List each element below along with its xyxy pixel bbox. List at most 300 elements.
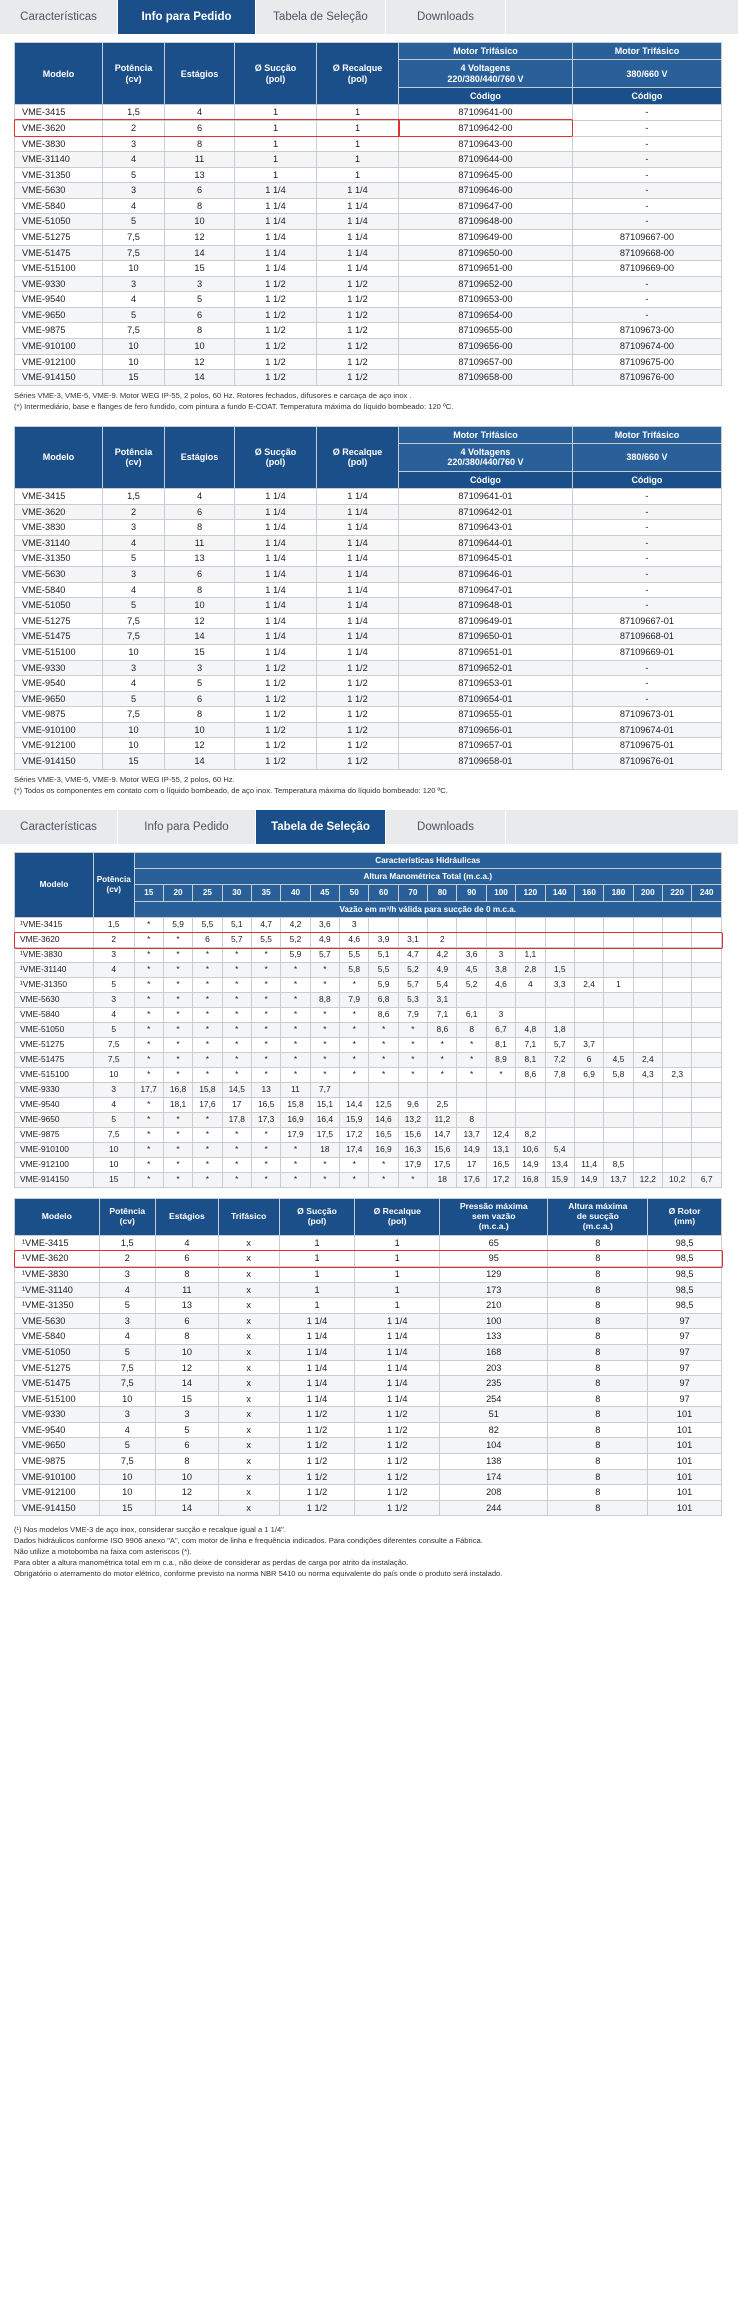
cell-modelo: VME-5630 (15, 993, 94, 1008)
cell-modelo: VME-9330 (15, 1407, 100, 1423)
table-row (15, 738, 722, 754)
cell-potencia: 3 (99, 1407, 155, 1423)
cell-vazao: 5,5 (193, 918, 222, 933)
cell-modelo: VME-3415 (15, 489, 103, 505)
tab-info-pedido-mid[interactable] (118, 810, 256, 844)
cell-estagios: 12 (165, 230, 235, 246)
cell-vazao: * (340, 1008, 369, 1023)
cell-vazao (662, 1083, 691, 1098)
cell-modelo: VME-51275 (15, 230, 103, 246)
cell-rotor: 98,5 (648, 1282, 722, 1298)
selection-table-hidraulicas (14, 852, 722, 1189)
cell-potencia: 4 (99, 1422, 155, 1438)
cell-codigo-380660: 87109668-01 (572, 629, 721, 645)
cell-vazao: 8,1 (486, 1038, 515, 1053)
cell-recalque: 1 (355, 1235, 440, 1251)
th-succao-l2: (pol) (265, 73, 286, 84)
cell-codigo-380660: - (572, 183, 721, 199)
cell-estagios: 14 (155, 1500, 218, 1516)
cell-codigo-380660: - (572, 105, 721, 121)
cell-rotor: 98,5 (648, 1235, 722, 1251)
cell-recalque: 1 1/2 (317, 323, 399, 339)
cell-estagios: 6 (165, 691, 235, 707)
tab-tabela-selecao-mid[interactable] (256, 810, 386, 844)
cell-vazao: * (222, 1173, 251, 1188)
cell-vazao: 14,9 (457, 1143, 486, 1158)
cell-estagios: 6 (165, 307, 235, 323)
cell-codigo-380660: 87109675-01 (572, 738, 721, 754)
cell-vazao (633, 1128, 662, 1143)
cell-vazao: * (251, 1158, 280, 1173)
cell-succao: 1 1/2 (235, 753, 317, 769)
cell-vazao (369, 1083, 398, 1098)
cell-recalque: 1 1/4 (317, 245, 399, 261)
cell-estagios: 12 (165, 354, 235, 370)
cell-recalque: 1 1/4 (317, 582, 399, 598)
cell-rotor: 101 (648, 1422, 722, 1438)
cell-vazao: * (251, 1023, 280, 1038)
th-potencia (94, 852, 135, 918)
cell-vazao: * (281, 993, 310, 1008)
cell-potencia: 3 (103, 567, 165, 583)
cell-potencia: 2 (103, 120, 165, 136)
cell-vazao: * (310, 1023, 339, 1038)
cell-vazao: * (369, 1068, 398, 1083)
cell-potencia: 2 (103, 504, 165, 520)
cell-altura-succao: 8 (548, 1500, 648, 1516)
cell-vazao: 7,9 (340, 993, 369, 1008)
th-altura-succao (548, 1199, 648, 1236)
cell-codigo-4volt: 87109654-00 (399, 307, 573, 323)
cell-vazao: * (310, 963, 339, 978)
table2-head (15, 426, 722, 488)
cell-vazao: 2,5 (428, 1098, 457, 1113)
cell-codigo-4volt: 87109646-00 (399, 183, 573, 199)
cell-vazao: 13,7 (604, 1173, 633, 1188)
cell-vazao (692, 1083, 722, 1098)
cell-codigo-380660: 87109673-00 (572, 323, 721, 339)
table-row (15, 1485, 722, 1501)
cell-vazao: * (163, 963, 192, 978)
cell-vazao (692, 963, 722, 978)
cell-altura-succao: 8 (548, 1360, 648, 1376)
cell-pressao: 203 (440, 1360, 548, 1376)
cell-recalque: 1 1/4 (317, 551, 399, 567)
th-altura-col: 25 (193, 885, 222, 901)
cell-rotor: 97 (648, 1313, 722, 1329)
cell-vazao (574, 948, 603, 963)
cell-vazao: * (163, 1113, 192, 1128)
cell-recalque: 1 1/4 (355, 1360, 440, 1376)
cell-estagios: 10 (155, 1344, 218, 1360)
tabbar-filler-mid (506, 810, 738, 844)
cell-potencia: 5 (103, 167, 165, 183)
cell-vazao (662, 918, 691, 933)
cell-succao: 1 1/2 (279, 1453, 355, 1469)
th-motor2: Motor Trifásico (572, 426, 721, 443)
cell-vazao: * (369, 1023, 398, 1038)
cell-codigo-4volt: 87109656-00 (399, 339, 573, 355)
cell-succao: 1 1/4 (235, 183, 317, 199)
cell-vazao: 17,5 (428, 1158, 457, 1173)
cell-codigo-4volt: 87109642-00 (399, 120, 573, 136)
cell-potencia: 7,5 (103, 629, 165, 645)
cell-vazao: 3,8 (486, 963, 515, 978)
cell-vazao: * (193, 1143, 222, 1158)
cell-potencia: 5 (94, 1023, 135, 1038)
cell-vazao: 12,2 (633, 1173, 662, 1188)
cell-estagios: 13 (165, 551, 235, 567)
cell-potencia: 15 (103, 753, 165, 769)
cell-vazao: 14,9 (516, 1158, 545, 1173)
cell-recalque: 1 1/4 (317, 629, 399, 645)
th-recalque-l2: (pol) (347, 457, 368, 468)
cell-vazao: * (134, 1173, 163, 1188)
cell-estagios: 3 (165, 660, 235, 676)
cell-pressao: 65 (440, 1235, 548, 1251)
cell-recalque: 1 1/4 (317, 598, 399, 614)
cell-vazao: 6 (574, 1053, 603, 1068)
cell-vazao: 15,6 (428, 1143, 457, 1158)
cell-rotor: 101 (648, 1407, 722, 1423)
cell-modelo: VME-5840 (15, 582, 103, 598)
cell-vazao (633, 1083, 662, 1098)
th-altura-col: 40 (281, 885, 310, 901)
cell-succao: 1 1/2 (279, 1500, 355, 1516)
th-motor1-volt-l1: 4 Voltagens (460, 447, 511, 458)
cell-estagios: 14 (165, 245, 235, 261)
cell-vazao: * (193, 1023, 222, 1038)
cell-vazao: * (193, 1053, 222, 1068)
cell-modelo: VME-5840 (15, 198, 103, 214)
cell-altura-succao: 8 (548, 1344, 648, 1360)
cell-codigo-380660: 87109669-01 (572, 644, 721, 660)
cell-trifasico: x (218, 1313, 279, 1329)
tab-caracteristicas-mid[interactable] (0, 810, 118, 844)
cell-vazao: 9,6 (398, 1098, 427, 1113)
cell-modelo: VME-914150 (15, 370, 103, 386)
cell-estagios: 15 (165, 644, 235, 660)
th-altura-col: 35 (251, 885, 280, 901)
cell-recalque: 1 (355, 1282, 440, 1298)
th-recalque-l2: (pol) (387, 1216, 407, 1227)
cell-vazao (574, 918, 603, 933)
cell-vazao (545, 933, 574, 948)
table3-wrapper (0, 852, 738, 1189)
cell-vazao: * (310, 1173, 339, 1188)
cell-estagios: 4 (165, 489, 235, 505)
cell-vazao: 16,5 (251, 1098, 280, 1113)
cell-vazao: 14,6 (369, 1113, 398, 1128)
cell-modelo: ¹VME-3620 (15, 1251, 100, 1267)
cell-succao: 1 1/4 (235, 245, 317, 261)
cell-modelo: VME-9650 (15, 691, 103, 707)
cell-modelo: VME-914150 (15, 1500, 100, 1516)
cell-vazao (662, 1143, 691, 1158)
cell-vazao: 3 (486, 1008, 515, 1023)
table-row (15, 307, 722, 323)
cell-vazao: * (398, 1038, 427, 1053)
cell-modelo: VME-51275 (15, 1360, 100, 1376)
th-pressao-l2: sem vazão (472, 1211, 516, 1222)
th-pressao-l1: Pressão máxima (459, 1201, 528, 1212)
cell-modelo: ¹VME-3830 (15, 1267, 100, 1283)
table1-head-row1 (15, 43, 722, 60)
cell-vazao: * (340, 1023, 369, 1038)
table-row (15, 504, 722, 520)
cell-vazao (662, 1098, 691, 1113)
cell-codigo-4volt: 87109654-01 (399, 691, 573, 707)
table3-head (15, 852, 722, 918)
cell-vazao: * (193, 963, 222, 978)
cell-potencia: 3 (103, 520, 165, 536)
cell-vazao (457, 993, 486, 1008)
th-motor1: Motor Trifásico (399, 426, 573, 443)
th-modelo: Modelo (15, 852, 94, 918)
cell-potencia: 4 (94, 1098, 135, 1113)
cell-potencia: 5 (99, 1344, 155, 1360)
cell-vazao: * (428, 1053, 457, 1068)
th-altura-col: 60 (369, 885, 398, 901)
cell-vazao: 5,1 (369, 948, 398, 963)
cell-codigo-4volt: 87109650-00 (399, 245, 573, 261)
cell-vazao: 13,2 (398, 1113, 427, 1128)
cell-codigo-4volt: 87109648-01 (399, 598, 573, 614)
cell-trifasico: x (218, 1453, 279, 1469)
cell-vazao: 17,2 (486, 1173, 515, 1188)
cell-recalque: 1 1/4 (355, 1329, 440, 1345)
tab-downloads-mid[interactable] (386, 810, 506, 844)
th-altura-col: 100 (486, 885, 515, 901)
footnotes (14, 1524, 724, 1579)
cell-codigo-380660: - (572, 598, 721, 614)
cell-vazao: 16,9 (369, 1143, 398, 1158)
cell-vazao: 17,6 (457, 1173, 486, 1188)
cell-potencia: 1,5 (103, 105, 165, 121)
cell-vazao (633, 933, 662, 948)
cell-recalque: 1 1/4 (317, 230, 399, 246)
cell-vazao: * (340, 978, 369, 993)
cell-modelo: VME-912100 (15, 1158, 94, 1173)
cell-potencia: 10 (103, 261, 165, 277)
cell-vazao (428, 918, 457, 933)
cell-vazao (662, 948, 691, 963)
cell-potencia: 10 (94, 1158, 135, 1173)
cell-estagios: 10 (165, 339, 235, 355)
cell-altura-succao: 8 (548, 1298, 648, 1314)
table-row (15, 1391, 722, 1407)
table-row (15, 1453, 722, 1469)
cell-modelo: VME-515100 (15, 1391, 100, 1407)
cell-vazao: * (457, 1053, 486, 1068)
cell-vazao: 10,2 (662, 1173, 691, 1188)
cell-succao: 1 1/4 (279, 1313, 355, 1329)
cell-recalque: 1 1/2 (317, 370, 399, 386)
cell-vazao: 12,4 (486, 1128, 515, 1143)
cell-potencia: 7,5 (103, 323, 165, 339)
cell-vazao: 17 (222, 1098, 251, 1113)
tab-caracteristicas-top[interactable] (0, 0, 118, 34)
cell-vazao: 17,9 (281, 1128, 310, 1143)
cell-succao: 1 1/4 (235, 214, 317, 230)
cell-vazao: 8,6 (428, 1023, 457, 1038)
cell-vazao (633, 1008, 662, 1023)
cell-vazao: * (281, 1068, 310, 1083)
tab-info-pedido-top[interactable] (118, 0, 256, 34)
cell-vazao: * (163, 933, 192, 948)
cell-vazao (545, 1098, 574, 1113)
cell-vazao: 14,5 (222, 1083, 251, 1098)
cell-vazao: 5,9 (163, 918, 192, 933)
cell-modelo: VME-51275 (15, 1038, 94, 1053)
cell-recalque: 1 1/2 (355, 1453, 440, 1469)
cell-modelo: VME-3830 (15, 136, 103, 152)
cell-vazao: 11,2 (428, 1113, 457, 1128)
table-row (15, 1008, 722, 1023)
cell-recalque: 1 1/4 (355, 1313, 440, 1329)
cell-codigo-380660: 87109676-01 (572, 753, 721, 769)
cell-rotor: 97 (648, 1391, 722, 1407)
cell-vazao (516, 993, 545, 1008)
cell-succao: 1 1/4 (235, 551, 317, 567)
cell-vazao: * (281, 1053, 310, 1068)
cell-vazao: 4,8 (516, 1023, 545, 1038)
footnote-line: Para obter a altura manométrica total em m c.a., não deixe de considerar as perdas de carga por atrito da instalação. (14, 1558, 409, 1568)
cell-vazao: * (251, 963, 280, 978)
cell-estagios: 6 (155, 1438, 218, 1454)
th-rotor-l2: (mm) (674, 1216, 696, 1227)
th-altura-col: 45 (310, 885, 339, 901)
cell-potencia: 10 (103, 644, 165, 660)
cell-estagios: 13 (155, 1298, 218, 1314)
th-altura-col: 50 (340, 885, 369, 901)
table-row (15, 1267, 722, 1283)
cell-recalque: 1 (355, 1251, 440, 1267)
cell-succao: 1 (279, 1298, 355, 1314)
cell-vazao: 4,5 (604, 1053, 633, 1068)
th-estagios: Estágios (165, 426, 235, 488)
tabbar-top (0, 0, 738, 34)
cell-vazao: 11 (281, 1083, 310, 1098)
cell-modelo: VME-9540 (15, 676, 103, 692)
cell-vazao (692, 1068, 722, 1083)
th-altura-col: 240 (692, 885, 722, 901)
cell-vazao: * (281, 1008, 310, 1023)
table-row (15, 120, 722, 136)
cell-succao: 1 (279, 1251, 355, 1267)
table-row (15, 198, 722, 214)
cell-recalque: 1 (317, 136, 399, 152)
tab-label: Características (20, 11, 97, 23)
table-row (15, 1128, 722, 1143)
cell-pressao: 129 (440, 1267, 548, 1283)
cell-recalque: 1 1/2 (317, 707, 399, 723)
cell-potencia: 5 (103, 598, 165, 614)
cell-vazao (516, 918, 545, 933)
cell-recalque: 1 1/2 (355, 1469, 440, 1485)
cell-rotor: 101 (648, 1500, 722, 1516)
cell-vazao: * (163, 1053, 192, 1068)
table3-body (15, 918, 722, 1188)
cell-potencia: 5 (103, 307, 165, 323)
cell-vazao (692, 918, 722, 933)
cell-vazao: * (281, 1173, 310, 1188)
table-row (15, 978, 722, 993)
table3-head-row1 (15, 852, 722, 868)
cell-vazao: * (134, 1113, 163, 1128)
cell-succao: 1 1/2 (279, 1438, 355, 1454)
cell-vazao: 3,1 (428, 993, 457, 1008)
cell-vazao: * (134, 978, 163, 993)
cell-vazao (398, 1083, 427, 1098)
cell-modelo: VME-3620 (15, 933, 94, 948)
cell-succao: 1 1/2 (235, 370, 317, 386)
table1-wrapper (0, 42, 738, 386)
cell-recalque: 1 1/4 (317, 535, 399, 551)
cell-rotor: 101 (648, 1469, 722, 1485)
table-row (15, 1023, 722, 1038)
cell-codigo-4volt: 87109658-01 (399, 753, 573, 769)
cell-vazao: * (134, 1068, 163, 1083)
th-succao (235, 43, 317, 105)
th-estagios: Estágios (165, 43, 235, 105)
cell-vazao: * (134, 1023, 163, 1038)
cell-altura-succao: 8 (548, 1438, 648, 1454)
cell-codigo-4volt: 87109657-00 (399, 354, 573, 370)
cell-vazao: 8,2 (516, 1128, 545, 1143)
cell-modelo: VME-910100 (15, 339, 103, 355)
table-row (15, 1469, 722, 1485)
cell-pressao: 210 (440, 1298, 548, 1314)
cell-potencia: 5 (94, 978, 135, 993)
th-potencia-l2: (cv) (106, 884, 122, 894)
cell-vazao: 6,9 (574, 1068, 603, 1083)
cell-modelo: VME-51475 (15, 1053, 94, 1068)
cell-vazao: 7,8 (545, 1068, 574, 1083)
th-altura-col: 30 (222, 885, 251, 901)
tab-tabela-selecao-top[interactable] (256, 0, 386, 34)
tab-downloads-top[interactable] (386, 0, 506, 34)
th-estagios: Estágios (155, 1199, 218, 1236)
cell-vazao (574, 933, 603, 948)
cell-succao: 1 1/4 (235, 613, 317, 629)
cell-modelo: ¹VME-3415 (15, 918, 94, 933)
cell-pressao: 173 (440, 1282, 548, 1298)
cell-vazao: * (193, 1128, 222, 1143)
th-potencia-l1: Potência (114, 447, 153, 458)
cell-rotor: 101 (648, 1438, 722, 1454)
cell-vazao (662, 1128, 691, 1143)
note-line: Séries VME-3, VME-5, VME-9. Motor WEG IP-55, 2 polos, 60 Hz. Rotores fechados, difusores e carcaça de aço inox . (14, 390, 412, 400)
cell-estagios: 6 (155, 1251, 218, 1267)
cell-modelo: VME-910100 (15, 1469, 100, 1485)
cell-modelo: VME-9540 (15, 1098, 94, 1113)
cell-vazao: 4 (516, 978, 545, 993)
cell-recalque: 1 (317, 120, 399, 136)
cell-potencia: 10 (99, 1391, 155, 1407)
cell-potencia: 7,5 (103, 613, 165, 629)
cell-vazao: * (369, 1053, 398, 1068)
cell-vazao: * (134, 933, 163, 948)
cell-vazao: * (281, 1038, 310, 1053)
table-row (15, 535, 722, 551)
th-potencia (99, 1199, 155, 1236)
cell-vazao (633, 1098, 662, 1113)
cell-recalque: 1 1/2 (317, 307, 399, 323)
table-row (15, 918, 722, 933)
cell-recalque: 1 1/2 (317, 676, 399, 692)
cell-vazao: 14,9 (574, 1173, 603, 1188)
